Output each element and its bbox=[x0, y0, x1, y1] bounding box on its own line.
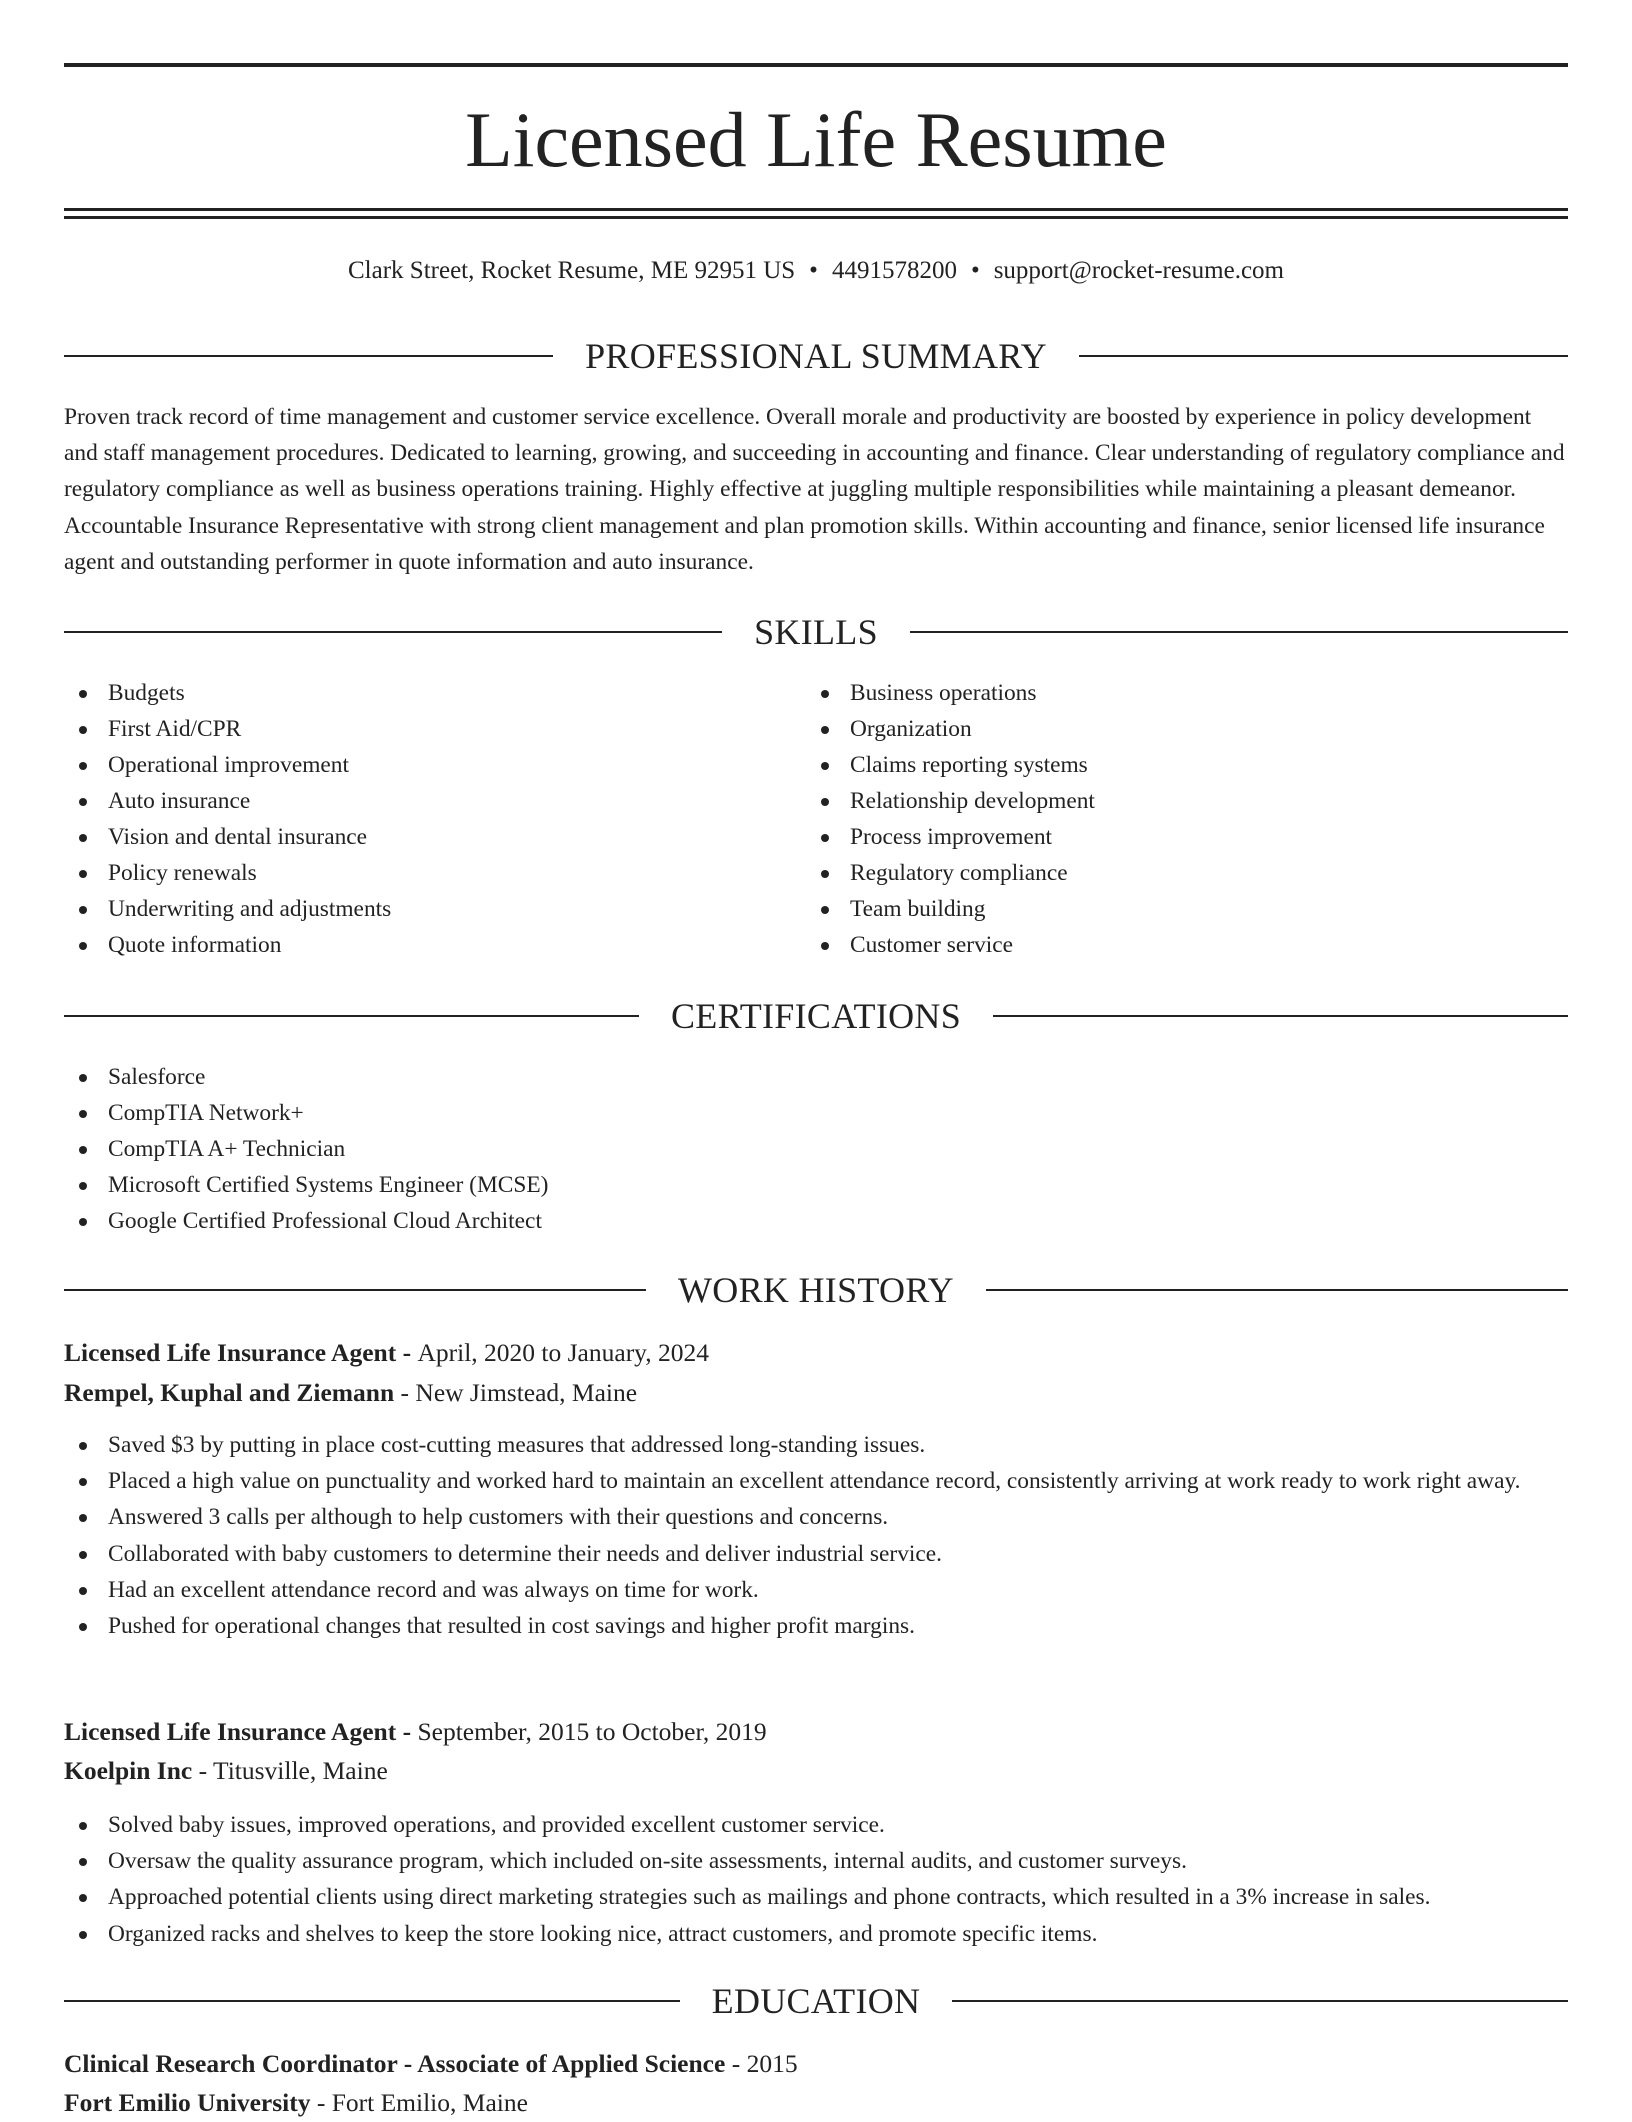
job-bullet: Approached potential clients using direct marketing strategies such as mailings and phone contracts, which resulted in a 3% increase in sales. bbox=[64, 1879, 1568, 1915]
certification-item: CompTIA A+ Technician bbox=[64, 1131, 1564, 1167]
skills-list-right bbox=[806, 675, 1506, 963]
job-bullet: Collaborated with baby customers to determine their needs and deliver industrial service. bbox=[64, 1536, 1568, 1572]
job-bullet: Organized racks and shelves to keep the store looking nice, attract customers, and promote specific items. bbox=[64, 1916, 1568, 1952]
heading-rule bbox=[910, 631, 1568, 633]
skill-item: Operational improvement bbox=[64, 747, 764, 783]
skill-item: Claims reporting systems bbox=[806, 747, 1506, 783]
header-top-rule bbox=[64, 63, 1568, 67]
heading-rule bbox=[64, 355, 553, 357]
skill-item: Quote information bbox=[64, 927, 764, 963]
resume-title: Licensed Life Resume bbox=[465, 96, 1167, 183]
contact-separator: • bbox=[970, 257, 980, 284]
job-company-line: Koelpin Inc - Titusville, Maine bbox=[64, 1756, 388, 1785]
job-bullets bbox=[64, 1807, 1568, 1952]
job-bullet: Pushed for operational changes that resulted in cost savings and higher profit margins. bbox=[64, 1608, 1568, 1644]
education-degree-line: Clinical Research Coordinator - Associate of Applied Science - 2015 bbox=[64, 2049, 798, 2078]
contact-separator: • bbox=[809, 257, 818, 284]
job-company-line: Rempel, Kuphal and Ziemann - New Jimstead, Maine bbox=[64, 1378, 638, 1407]
section-heading-certifications bbox=[64, 994, 1568, 1038]
section-title: WORK HISTORY bbox=[678, 1270, 954, 1310]
skills-list-left bbox=[64, 675, 764, 963]
skill-item: Auto insurance bbox=[64, 783, 764, 819]
skill-item: Policy renewals bbox=[64, 855, 764, 891]
skill-item: Budgets bbox=[64, 675, 764, 711]
job-bullets bbox=[64, 1427, 1568, 1644]
job-company: Koelpin Inc bbox=[64, 1756, 193, 1785]
skill-item: Regulatory compliance bbox=[806, 855, 1506, 891]
section-heading-summary bbox=[64, 334, 1568, 378]
skill-item: First Aid/CPR bbox=[64, 711, 764, 747]
skill-item: Process improvement bbox=[806, 819, 1506, 855]
heading-rule bbox=[1079, 355, 1568, 357]
certifications-list bbox=[64, 1059, 1564, 1239]
header-double-rule-bottom bbox=[64, 216, 1568, 219]
skill-item: Team building bbox=[806, 891, 1506, 927]
education-school: Fort Emilio University bbox=[64, 2088, 311, 2117]
heading-rule bbox=[986, 1289, 1568, 1291]
section-title: CERTIFICATIONS bbox=[670, 996, 962, 1036]
skill-item: Relationship development bbox=[806, 783, 1506, 819]
header-double-rule-top bbox=[64, 208, 1568, 211]
education-location: Fort Emilio, Maine bbox=[331, 2088, 528, 2117]
section-heading-work-history bbox=[64, 1268, 1568, 1312]
heading-rule bbox=[64, 1289, 646, 1291]
job-title: Licensed Life Insurance Agent bbox=[64, 1717, 397, 1746]
contact-phone[interactable]: 4491578200 bbox=[831, 257, 957, 284]
section-heading-education bbox=[64, 1979, 1568, 2023]
education-degree: Clinical Research Coordinator - Associate of Applied Science bbox=[64, 2049, 726, 2078]
education-year: 2015 bbox=[746, 2049, 798, 2078]
section-title: PROFESSIONAL SUMMARY bbox=[585, 336, 1047, 376]
certification-item: Microsoft Certified Systems Engineer (MCSE) bbox=[64, 1167, 1564, 1203]
certification-item: Salesforce bbox=[64, 1059, 1564, 1095]
section-title: EDUCATION bbox=[711, 1981, 921, 2021]
skill-item: Vision and dental insurance bbox=[64, 819, 764, 855]
section-heading-skills bbox=[64, 610, 1568, 654]
skill-item: Customer service bbox=[806, 927, 1506, 963]
job-bullet: Oversaw the quality assurance program, which included on-site assessments, internal audits, and customer surveys. bbox=[64, 1843, 1568, 1879]
heading-rule bbox=[64, 2000, 680, 2002]
job-bullet: Solved baby issues, improved operations, and provided excellent customer service. bbox=[64, 1807, 1568, 1843]
contact-email[interactable]: support@rocket-resume.com bbox=[993, 257, 1284, 284]
job-title-line: Licensed Life Insurance Agent - September, 2015 to October, 2019 bbox=[64, 1717, 767, 1746]
job-dates: September, 2015 to October, 2019 bbox=[417, 1717, 767, 1746]
heading-rule bbox=[64, 631, 722, 633]
education-school-line: Fort Emilio University - Fort Emilio, Maine bbox=[64, 2088, 528, 2117]
job-location: New Jimstead, Maine bbox=[415, 1378, 638, 1407]
certification-item: Google Certified Professional Cloud Architect bbox=[64, 1203, 1564, 1239]
heading-rule bbox=[993, 1015, 1568, 1017]
job-dates: April, 2020 to January, 2024 bbox=[417, 1338, 710, 1367]
job-company: Rempel, Kuphal and Ziemann bbox=[64, 1378, 395, 1407]
job-bullet: Answered 3 calls per although to help customers with their questions and concerns. bbox=[64, 1499, 1568, 1535]
job-bullet: Saved $3 by putting in place cost-cutting measures that addressed long-standing issues. bbox=[64, 1427, 1568, 1463]
heading-rule bbox=[64, 1015, 639, 1017]
contact-address: Clark Street, Rocket Resume, ME 92951 US bbox=[348, 257, 796, 284]
skill-item: Underwriting and adjustments bbox=[64, 891, 764, 927]
section-title: SKILLS bbox=[754, 612, 878, 652]
contact-line bbox=[0, 253, 1632, 289]
job-title: Licensed Life Insurance Agent bbox=[64, 1338, 397, 1367]
job-bullet: Placed a high value on punctuality and worked hard to maintain an excellent attendance record, consistently arriving at work ready to work right away. bbox=[64, 1463, 1568, 1499]
job-location: Titusville, Maine bbox=[213, 1756, 388, 1785]
skill-item: Organization bbox=[806, 711, 1506, 747]
summary-text: Proven track record of time management and customer service excellence. Overall morale and productivity are boosted by experience in policy development and staff management procedures. Dedicated to learning, growing, and succeeding in accounting and finance. Clear understanding of regulatory compliance and regulatory compliance as well as business operations training. Highly effective at juggling multiple responsibilities while maintaining a pleasant demeanor. Accountable Insurance Representative with strong client management and plan promotion skills. Within accounting and finance, senior licensed life insurance agent and outstanding performer in quote information and auto insurance. bbox=[64, 404, 1565, 575]
job-title-line: Licensed Life Insurance Agent - April, 2020 to January, 2024 bbox=[64, 1338, 710, 1367]
certification-item: CompTIA Network+ bbox=[64, 1095, 1564, 1131]
skill-item: Business operations bbox=[806, 675, 1506, 711]
job-bullet: Had an excellent attendance record and was always on time for work. bbox=[64, 1572, 1568, 1608]
heading-rule bbox=[952, 2000, 1568, 2002]
